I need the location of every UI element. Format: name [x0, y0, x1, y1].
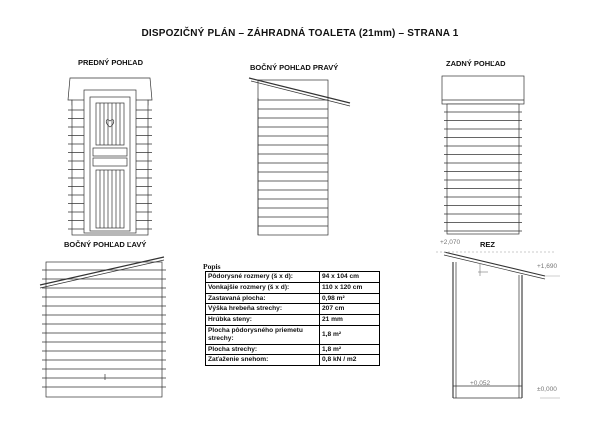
spec-label: Zaťaženie snehom: — [206, 355, 320, 366]
spec-row — [206, 344, 380, 355]
spec-label: Výška hrebeňa strechy: — [206, 304, 320, 315]
label-side-left-view: BOČNÝ POHĽAD ĽAVÝ — [64, 240, 147, 249]
spec-row — [206, 282, 380, 293]
spec-value: 21 mm — [320, 315, 380, 326]
spec-value: 94 x 104 cm — [320, 272, 380, 283]
level-floor: +0,052 — [470, 380, 491, 387]
label-front-view: PREDNÝ POHĽAD — [78, 58, 144, 67]
spec-row — [206, 355, 380, 366]
spec-row — [206, 293, 380, 304]
spec-value: 0,8 kN / m2 — [320, 355, 380, 366]
level-top: +2,070 — [440, 239, 461, 246]
label-side-right-view: BOČNÝ POHĽAD PRAVÝ — [250, 63, 339, 72]
side-left-view-drawing — [40, 257, 166, 397]
popis-heading: Popis — [203, 262, 221, 271]
spec-value: 207 cm — [320, 304, 380, 315]
spec-label: Zastavaná plocha: — [206, 293, 320, 304]
level-ground: ±0,000 — [537, 386, 557, 393]
spec-label: Plocha strechy: — [206, 344, 320, 355]
page-title: DISPOZIČNÝ PLÁN – ZÁHRADNÁ TOALETA (21mm) – STRANA 1 — [141, 28, 459, 39]
spec-label: Vonkajšie rozmery (š x d): — [206, 282, 320, 293]
spec-row — [206, 325, 380, 344]
spec-label: Hrúbka steny: — [206, 315, 320, 326]
spec-row — [206, 272, 380, 283]
level-eave: +1,690 — [537, 263, 558, 270]
spec-value: 1,8 m² — [320, 344, 380, 355]
label-section-view: REZ — [480, 240, 495, 249]
spec-value: 0,98 m² — [320, 293, 380, 304]
spec-table — [205, 271, 380, 366]
side-right-view-drawing — [249, 78, 350, 235]
spec-value: 110 x 120 cm — [320, 282, 380, 293]
label-back-view: ZADNÝ POHĽAD — [446, 59, 506, 68]
back-view-drawing — [442, 76, 524, 234]
section-view-drawing — [436, 252, 560, 398]
front-view-drawing — [68, 78, 152, 235]
spec-value: 1,8 m² — [320, 325, 380, 344]
spec-row — [206, 315, 380, 326]
spec-row — [206, 304, 380, 315]
spec-label: Plocha pôdorysného priemetu strechy: — [206, 325, 320, 344]
spec-label: Pôdorysné rozmery (š x d): — [206, 272, 320, 283]
